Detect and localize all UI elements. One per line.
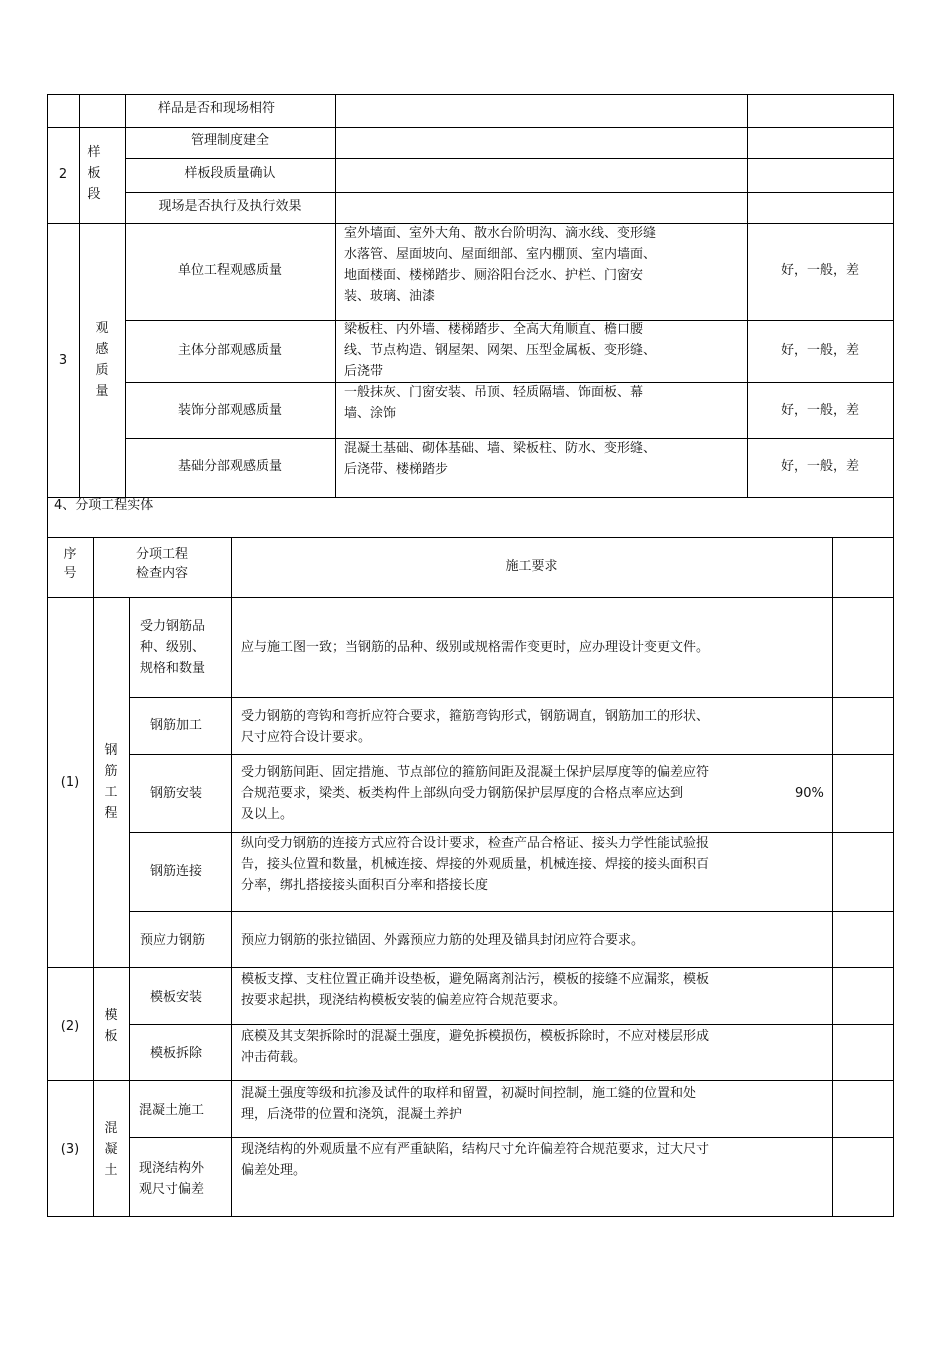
prestressed-rebar-item: 预应力钢筋: [140, 933, 206, 948]
section-4-title: 4、分项工程实体: [54, 498, 154, 513]
concrete-construction-requirement: 混凝土强度等级和抗渗及试件的取样和留置，初凝时间控制，施工缝的位置和处 理，后浇带的位置和浇筑，混凝土养护: [241, 1086, 697, 1122]
appearance-main-rating: 好，一般，差: [780, 343, 859, 358]
item-management-system: 管理制度建全: [190, 133, 269, 148]
cast-structure-requirement: 现浇结构的外观质量不应有严重缺陷，结构尺寸允许偏差符合规范要求，过大尺寸 偏差处理。: [241, 1142, 710, 1178]
formwork-removal-requirement: 底模及其支架拆除时的混凝土强度，避免拆模损伤，模板拆除时，不应对楼层形成 冲击荷载。: [241, 1029, 710, 1065]
formwork-removal-item: 模板拆除: [150, 1046, 203, 1061]
rule: [129, 1024, 894, 1025]
concrete-construction-item: 混凝土施工: [139, 1103, 205, 1118]
rebar-material-item: 受力钢筋品 种、级别、 规格和数量: [140, 619, 206, 676]
appearance-unit-detail: 室外墙面、室外大角、散水台阶明沟、滴水线、变形缝 水落管、屋面坡向、屋面细部、室内棚顶、室内墙面、 地面楼面、楼梯踏步、厕浴阳台泛水、护栏、门窗安 装、玻璃、油漆: [344, 226, 657, 304]
group-1-label: 钢 筋 工 程: [104, 743, 118, 821]
rebar-connection-requirement: 纵向受力钢筋的连接方式应符合设计要求，检查产品合格证、接头力学性能试验报 告，接头位置和数量，机械连接、焊接的外观质量，机械连接、焊接的接头面积百 分率，绑扎搭接接头面积百分率和搭接长度: [241, 836, 710, 893]
rebar-installation-pass-rate: 90%: [795, 786, 824, 801]
rule: [129, 1137, 894, 1138]
header-number: 序 号: [63, 547, 77, 581]
group-2-formwork-number: (2): [60, 1019, 80, 1034]
group-3-number: 3: [58, 353, 68, 368]
rule: [129, 754, 894, 755]
appearance-foundation-detail: 混凝土基础、砌体基础、墙、梁板柱、防水、变形缝、 后浇带、楼梯踏步: [344, 441, 657, 477]
rebar-connection-item: 钢筋连接: [150, 864, 203, 879]
appearance-decoration-item: 装饰分部观感质量: [177, 403, 282, 418]
group-2-number: 2: [58, 167, 68, 182]
formwork-install-requirement: 模板支撑、支柱位置正确并设垫板，避免隔离剂沾污，模板的接缝不应漏浆，模板 按要求起拱，现浇结构模板安装的偏差应符合规范要求。: [241, 972, 710, 1008]
rebar-material-requirement: 应与施工图一致；当钢筋的品种、级别或规格需作变更时，应办理设计变更文件。: [241, 640, 710, 655]
item-sample-match: 样品是否和现场相符: [158, 101, 276, 116]
rule: [93, 537, 94, 1217]
rebar-processing-requirement: 受力钢筋的弯钩和弯折应符合要求，箍筋弯钩形式，钢筋调直，钢筋加工的形状、 尺寸应符合设计要求。: [241, 709, 710, 745]
rule: [129, 697, 894, 698]
group-3-concrete-number: (3): [60, 1142, 80, 1157]
rule: [47, 94, 894, 95]
group-1-number: (1): [60, 775, 80, 790]
formwork-install-item: 模板安装: [150, 990, 203, 1005]
header-requirement: 施工要求: [505, 559, 558, 574]
rule: [832, 537, 833, 1217]
item-sample-quality: 样板段质量确认: [184, 166, 276, 181]
appearance-foundation-item: 基础分部观感质量: [177, 459, 282, 474]
group-3-label: 观 感 质 量: [95, 321, 109, 399]
rule: [47, 127, 894, 128]
appearance-decoration-rating: 好，一般，差: [780, 403, 859, 418]
rule: [129, 911, 894, 912]
rule: [231, 537, 232, 1217]
prestressed-rebar-requirement: 预应力钢筋的张拉锚固、外露预应力筋的处理及锚具封闭应符合要求。: [241, 933, 645, 948]
cast-structure-item: 现浇结构外 观尺寸偏差: [139, 1161, 205, 1197]
rule: [47, 537, 48, 1217]
rule: [125, 158, 894, 159]
appearance-unit-rating: 好，一般，差: [780, 263, 859, 278]
rule: [47, 967, 894, 968]
rebar-processing-item: 钢筋加工: [150, 718, 203, 733]
rule: [129, 597, 130, 1217]
rule: [47, 1216, 894, 1217]
group-2-formwork-label: 模 板: [104, 1008, 118, 1044]
appearance-decoration-detail: 一般抹灰、门窗安装、吊顶、轻质隔墙、饰面板、幕 墙、涂饰: [344, 385, 644, 421]
rule: [125, 192, 894, 193]
appearance-main-detail: 梁板柱、内外墙、楼梯踏步、全高大角顺直、檐口腰 线、节点构造、钢屋架、网架、压型金属板、变形缝、 后浇带: [344, 322, 657, 379]
rule: [747, 94, 748, 498]
rule: [47, 497, 894, 498]
rule: [47, 1080, 894, 1081]
rebar-installation-item: 钢筋安装: [150, 786, 203, 801]
appearance-main-item: 主体分部观感质量: [177, 343, 282, 358]
rule: [893, 537, 894, 1217]
rule: [47, 537, 894, 538]
group-3-concrete-label: 混 凝 土: [104, 1121, 118, 1178]
rule: [79, 94, 80, 498]
rule: [893, 94, 894, 537]
rule: [125, 94, 126, 498]
rebar-installation-requirement: 受力钢筋间距、固定措施、节点部位的箍筋间距及混凝土保护层厚度等的偏差应符 合规范要求，梁类、板类构件上部纵向受力钢筋保护层厚度的合格点率应达到 及以上。: [241, 765, 710, 822]
appearance-unit-item: 单位工程观感质量: [177, 263, 282, 278]
item-site-execution: 现场是否执行及执行效果: [158, 199, 302, 214]
header-inspection-content: 分项工程 检查内容: [135, 547, 188, 581]
group-2-label: 样 板 段: [87, 145, 101, 202]
rule: [335, 94, 336, 498]
rule: [47, 597, 894, 598]
appearance-foundation-rating: 好，一般，差: [780, 459, 859, 474]
rule: [47, 94, 48, 537]
